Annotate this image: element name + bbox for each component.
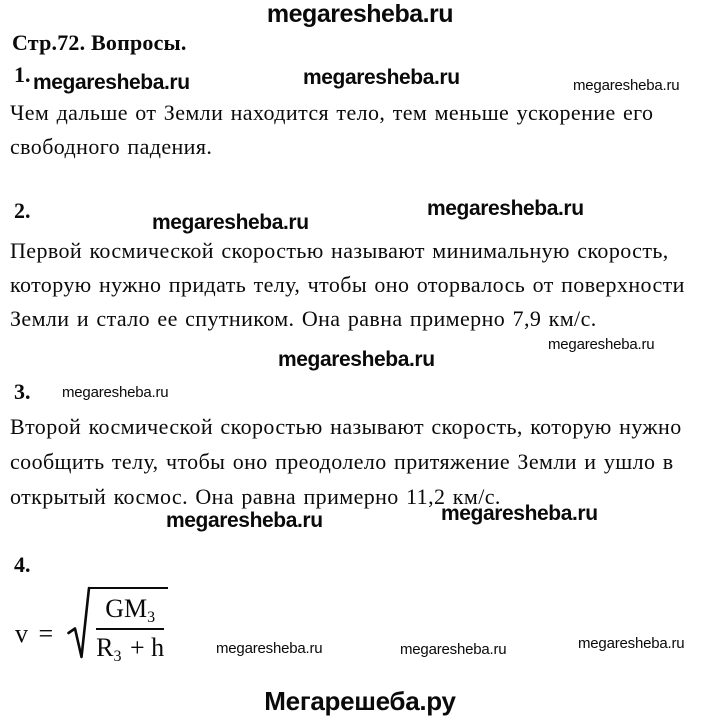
answer-line: Чем дальше от Земли находится тело, тем меньше ускорение его — [10, 100, 654, 125]
answer-line: сообщить телу, чтобы оно преодолело притяжение Земли и ушло в — [10, 449, 674, 474]
denominator-base: R — [96, 633, 114, 662]
watermark: megaresheba.ru — [62, 384, 169, 401]
square-root — [67, 586, 168, 663]
numerator-base: GM — [105, 594, 148, 623]
answer-2 — [10, 234, 715, 336]
question-number-4: 4. — [14, 552, 31, 577]
watermark: megaresheba.ru — [548, 336, 655, 353]
answer-line: открытый космос. Она равна примерно 11,2 км/с. — [10, 484, 501, 509]
watermark: megaresheba.ru — [278, 348, 435, 371]
answer-line: Земли и стало ее спутником. Она равна примерно 7,9 км/с. — [10, 306, 597, 331]
answer-1 — [10, 96, 715, 164]
watermark: megaresheba.ru — [216, 640, 323, 657]
fraction-numerator — [96, 594, 164, 630]
denominator-tail: + h — [130, 633, 165, 662]
answer-line: которую нужно придать телу, чтобы оно оторвалось от поверхности — [10, 272, 685, 297]
watermark: megaresheba.ru — [573, 77, 680, 94]
answer-line: Первой космической скоростью называют минимальную скорость, — [10, 238, 669, 263]
fraction-denominator — [96, 630, 164, 663]
velocity-formula — [15, 586, 168, 663]
denominator-subscript: 3 — [113, 648, 122, 665]
watermark: megaresheba.ru — [578, 635, 685, 652]
watermark: megaresheba.ru — [400, 641, 507, 658]
numerator-subscript: 3 — [147, 609, 156, 626]
watermark: megaresheba.ru — [427, 197, 584, 220]
watermark: megaresheba.ru — [441, 502, 598, 525]
formula-lhs: v = — [15, 619, 56, 648]
answer-line: свободного падения. — [10, 134, 213, 159]
watermark: megaresheba.ru — [152, 211, 309, 234]
watermark: megaresheba.ru — [166, 509, 323, 532]
fraction — [96, 594, 164, 663]
question-number-3: 3. — [14, 379, 31, 404]
radicand — [88, 587, 168, 663]
watermark: megaresheba.ru — [303, 66, 460, 89]
watermark: megaresheba.ru — [33, 71, 190, 94]
question-number-2: 2. — [14, 198, 31, 223]
answer-line: Второй космической скоростью называют скорость, которую нужно — [10, 414, 682, 439]
bottom-site-title: Мегарешеба.ру — [264, 686, 456, 716]
answer-3 — [10, 409, 715, 514]
page-title: Стр.72. Вопросы. — [12, 30, 187, 55]
top-site-watermark: megaresheba.ru — [266, 0, 454, 28]
question-number-1: 1. — [14, 62, 31, 87]
